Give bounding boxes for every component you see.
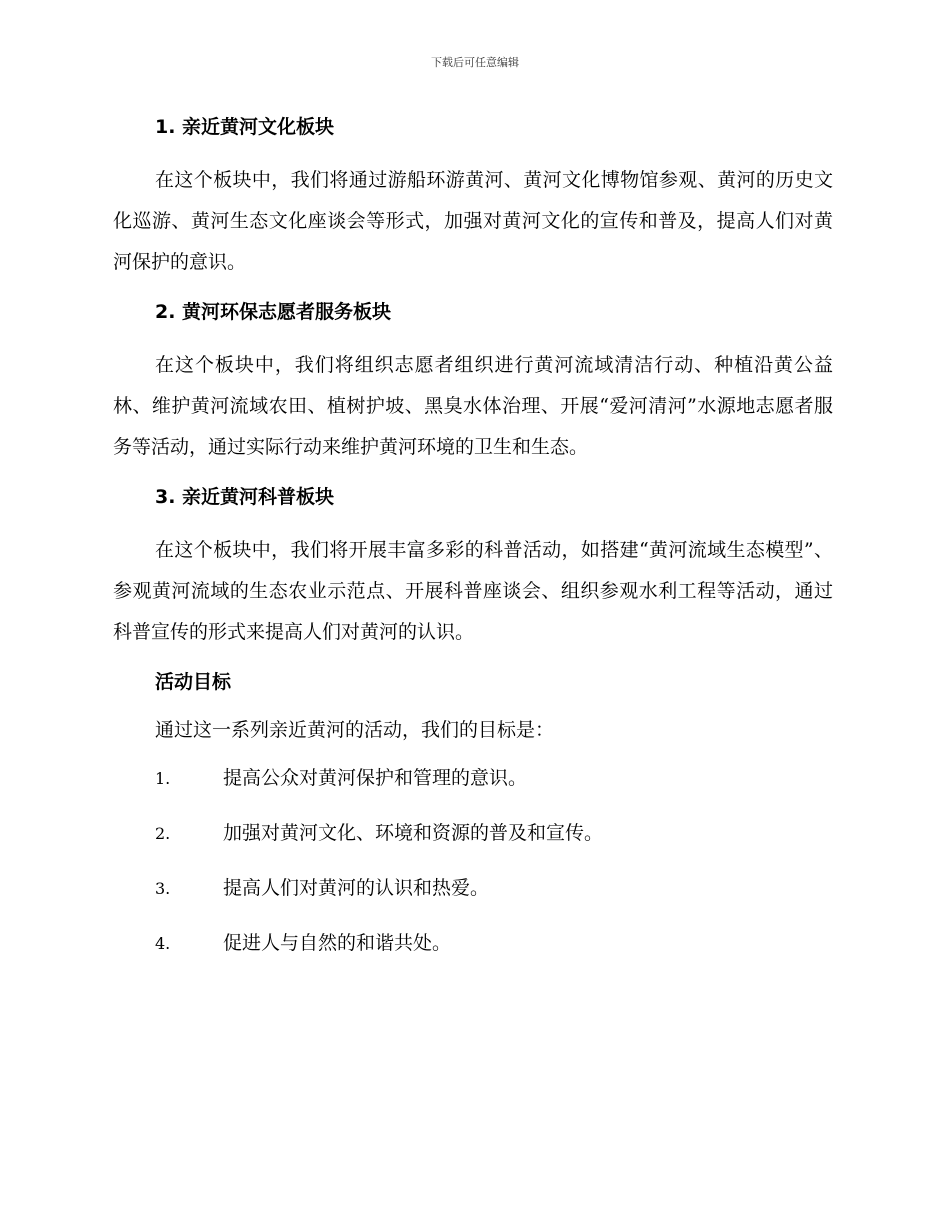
section-paragraph: 在这个板块中，我们将通过游船环游黄河、黄河文化博物馆参观、黄河的历史文化巡游、黄河生态文化座谈会等形式，加强对黄河文化的宣传和普及，提高人们对黄河保护的意识。 xyxy=(113,169,833,273)
list-item xyxy=(113,818,833,873)
section-heading: 1. 亲近黄河文化板块 xyxy=(155,116,335,138)
goals-heading: 活动目标 xyxy=(155,671,232,693)
document-content xyxy=(113,112,833,983)
section-heading: 2. 黄河环保志愿者服务板块 xyxy=(155,301,392,323)
goals-list xyxy=(113,763,833,983)
goals-intro: 通过这一系列亲近黄河的活动，我们的目标是： xyxy=(155,719,555,741)
list-item xyxy=(113,873,833,928)
list-item xyxy=(113,928,833,983)
page-header-note: 下载后可任意编辑 xyxy=(431,56,519,69)
section-heading: 3. 亲近黄河科普板块 xyxy=(155,486,335,508)
section-goals xyxy=(113,667,833,983)
section-paragraph: 在这个板块中，我们将组织志愿者组织进行黄河流域清洁行动、种植沿黄公益林、维护黄河流域农田、植树护坡、黑臭水体治理、开展“爱河清河”水源地志愿者服务等活动，通过实际行动来维护黄河环境的卫生和生态。 xyxy=(113,354,833,458)
list-item-number: 1. xyxy=(155,769,171,788)
section-paragraph: 在这个板块中，我们将开展丰富多彩的科普活动，如搭建“黄河流域生态模型”、参观黄河流域的生态农业示范点、开展科普座谈会、组织参观水利工程等活动，通过科普宣传的形式来提高人们对黄河的认识。 xyxy=(113,539,833,643)
list-item-text: 促进人与自然的和谐共处。 xyxy=(223,932,452,954)
list-item-number: 4. xyxy=(155,934,171,953)
list-item-text: 提高人们对黄河的认识和热爱。 xyxy=(223,877,490,899)
list-item-text: 提高公众对黄河保护和管理的意识。 xyxy=(223,767,528,789)
list-item-number: 2. xyxy=(155,824,171,843)
section-culture xyxy=(113,112,833,283)
list-item-number: 3. xyxy=(155,879,171,898)
section-volunteer xyxy=(113,297,833,468)
list-item-text: 加强对黄河文化、环境和资源的普及和宣传。 xyxy=(223,822,604,844)
section-science xyxy=(113,482,833,653)
list-item xyxy=(113,763,833,818)
